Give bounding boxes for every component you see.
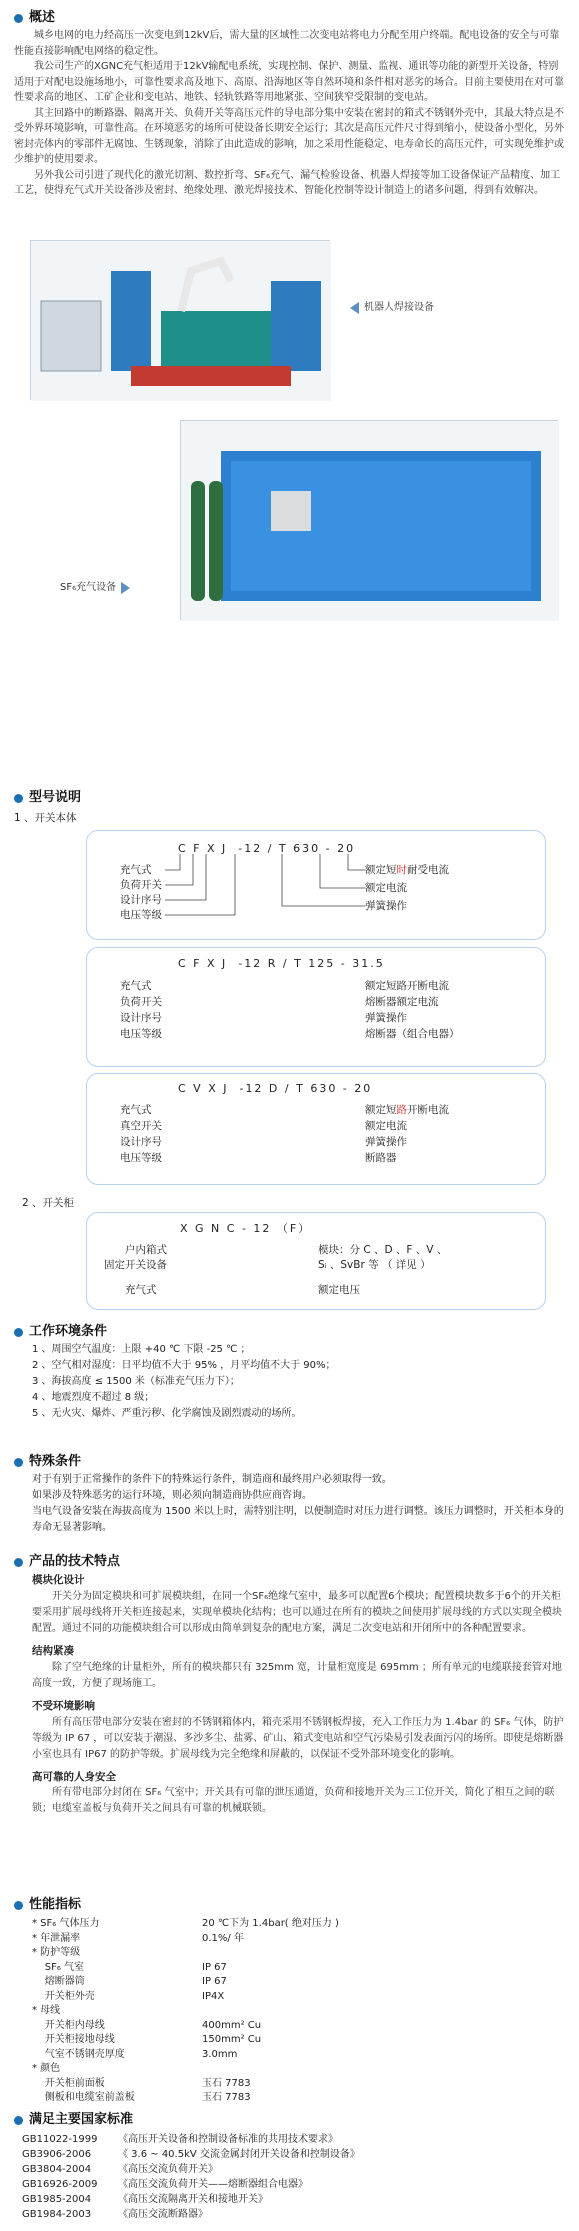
overview-paragraph: 另外我公司引进了现代化的激光切割、数控折弯、SF₆充气、漏气检验设备、机器人焊接等加工设备保证产品精度、加工工艺，使得充气式开关设备涉及密封、绝缘处理、激光焊接技术、智能化控制等设计制造上的诸多问题，得到有效解决。 bbox=[14, 169, 561, 197]
sf6-filling-photo bbox=[180, 420, 558, 620]
model-label: 设计序号 bbox=[120, 1012, 162, 1024]
triangle-pointer-icon bbox=[121, 582, 130, 594]
model-label-right: 额定短时耐受电流 bbox=[365, 864, 449, 876]
perf-title: 性能指标 bbox=[29, 1897, 82, 1912]
perf-row: 侧板和电缆室前盖板 玉石 7783 bbox=[32, 2092, 251, 2104]
model-label: 电压等级 bbox=[120, 909, 162, 921]
model-label-right: 断路器 bbox=[365, 1152, 397, 1164]
perf-row: 开关柜前面板 玉石 7783 bbox=[32, 2077, 251, 2089]
overview-paragraph: 我公司生产的XGNC充气柜适用于12kV输配电系统，实现控制、保护、测量、监视、通讯等功能的新型开关设备，特别适用于对配电设施场地小，可靠性要求高及地下、高原、沿海地区等自然环境和条件相对恶劣的场合。目前主要使用在对可靠性要求高的地区、工矿企业和变电站、地铁、轻轨铁路等用地紧张、空间狭窄受限制的变电站。 bbox=[14, 61, 564, 104]
model-title: 型号说明 bbox=[29, 790, 82, 805]
special-line: 当电气设备安装在海拔高度为 1500 米以上时，需特别注明，以便制造时对压力进行调整。该压力调整时，开关柜本身的寿命无显著影响。 bbox=[32, 1506, 564, 1534]
model-label: 充气式 bbox=[120, 864, 152, 876]
feature-text: 开关分为固定模块和可扩展模块组，在同一个SF₆绝缘气室中，最多可以配置6个模块；配置模块数多于6个的开关柜要采用扩展母线将开关柜连接起来，实现单模块化结构；也可以通过在所有的模块之间使用扩展母线的方式以实现全模块配置。通过不同的功能模块组合可以形成由简单到复杂的配电方案，满足二次变电站和开闭所中的各种配置要求。 bbox=[32, 1590, 562, 1634]
perf-row: 气室不锈钢壳厚度 3.0mm bbox=[32, 2048, 238, 2060]
env-item: 4 、地震烈度不超过 8 级； bbox=[32, 1392, 155, 1404]
env-item: 2 、空气相对湿度：日平均值不大于 95% ，月平均值不大于 90%； bbox=[32, 1360, 336, 1372]
bullet-icon bbox=[14, 14, 23, 23]
overview-title: 概述 bbox=[29, 10, 56, 25]
robot-caption-text: 机器人焊接设备 bbox=[364, 302, 434, 313]
standard-row: GB1985-2004 《高压交流隔离开关和接地开关》 bbox=[22, 2194, 268, 2206]
perf-row: * 防护等级 bbox=[32, 1947, 81, 1959]
bullet-icon bbox=[14, 1328, 23, 1337]
model-code-3: C V X J -12 D / T 630 - 20 bbox=[178, 1082, 373, 1095]
model-label: 设计序号 bbox=[120, 1136, 162, 1148]
special-line: 如果涉及特殊恶劣的运行环境，则必须向制造商协供应商咨询。 bbox=[32, 1490, 312, 1502]
robot-welding-photo bbox=[30, 240, 330, 400]
model-label: 充气式 bbox=[120, 980, 152, 992]
bullet-icon bbox=[14, 2116, 23, 2125]
model-code-1: C F X J -12 / T 630 - 20 bbox=[178, 842, 356, 855]
env-title: 工作环境条件 bbox=[29, 1324, 108, 1339]
model-label: 设计序号 bbox=[120, 894, 162, 906]
feature-subtitle: 结构紧凑 bbox=[32, 1644, 74, 1657]
model-label-right: 额定电压 bbox=[318, 1284, 360, 1296]
perf-row: 开关柜内母线 400mm² Cu bbox=[32, 2019, 262, 2031]
env-item: 3 、海拔高度 ≤ 1500 米（标准充气压力下）； bbox=[32, 1376, 240, 1388]
model-label: 电压等级 bbox=[120, 1028, 162, 1040]
robot-caption bbox=[350, 300, 434, 316]
perf-row: 开关柜接地母线 150mm² Cu bbox=[32, 2034, 262, 2046]
env-section bbox=[14, 1322, 566, 1422]
bullet-icon bbox=[14, 1901, 23, 1910]
standard-row: GB11022-1999 《高压开关设备和控制设备标准的共用技术要求》 bbox=[22, 2134, 338, 2146]
overview-paragraph: 城乡电网的电力经高压一次变电到12kV后，需大量的区域性二次变电站将电力分配至用户终端。配电设备的安全与可靠性能直接影响配电网络的稳定性。 bbox=[14, 30, 560, 57]
special-section bbox=[14, 1452, 566, 1536]
feature-text: 除了空气绝缘的计量柜外，所有的模块都只有 325mm 宽，计量柜宽度是 695mm ；所有单元的电缆联接套管对地高度一致，方便了现场施工。 bbox=[32, 1661, 562, 1689]
features-title: 产品的技术特点 bbox=[29, 1554, 121, 1569]
standard-row: GB3906-2006 《 3.6 ~ 40.5kV 交流金属封闭开关设备和控制设备》 bbox=[22, 2149, 360, 2161]
model-section-heading bbox=[14, 788, 566, 826]
sf6-caption-text: SF₆充气设备 bbox=[60, 582, 117, 593]
perf-row: * 母线 bbox=[32, 2005, 61, 2017]
model-label-right: 模块：分 C 、D 、F 、V 、 bbox=[318, 1244, 448, 1256]
model-label-right: 额定电流 bbox=[365, 882, 407, 894]
standards-section bbox=[14, 2110, 566, 2222]
model-sub1: 1 、开关本体 bbox=[14, 812, 77, 825]
special-line: 对于有别于正常操作的条件下的特殊运行条件，制造商和最终用户必须取得一致。 bbox=[32, 1474, 392, 1486]
bullet-icon bbox=[14, 1558, 23, 1567]
model-label-right: 额定电流 bbox=[365, 1120, 407, 1132]
perf-row: 熔断器筒 IP 67 bbox=[32, 1976, 227, 1988]
sf6-caption bbox=[60, 580, 130, 596]
feature-text: 所有高压带电部分安装在密封的不锈钢箱体内，箱壳采用不锈钢板焊接，充入工作压力为 1.4bar 的 SF₆ 气体，防护等级为 IP 67 ，可以安装于潮湿、多沙多尘、盐雾、矿山、箱式变电站和空气污染易引发表面污闪的场所。即使是熔断器小室也具有 IP67 的防护等级。扩展母线为完全绝缘和屏蔽的，以保证不受外部环境变化的影响。 bbox=[32, 1716, 564, 1760]
model-label-right: Sᵢ 、SvBr 等 （ 详见 ） bbox=[318, 1259, 431, 1271]
special-title: 特殊条件 bbox=[29, 1454, 82, 1469]
triangle-pointer-icon bbox=[350, 302, 359, 314]
model-label: 充气式 bbox=[125, 1284, 157, 1296]
perf-row: SF₆ 气室 IP 67 bbox=[32, 1961, 227, 1973]
model-label-right: 弹簧操作 bbox=[365, 900, 407, 912]
standard-row: GB1984-2003 《高压交流断路器》 bbox=[22, 2209, 208, 2221]
standards-title: 满足主要国家标准 bbox=[29, 2112, 134, 2127]
model-label-right: 熔断器额定电流 bbox=[365, 996, 439, 1008]
overview-heading bbox=[14, 8, 566, 28]
feature-subtitle: 高可靠的人身安全 bbox=[32, 1770, 116, 1783]
perf-row: * SF₆ 气体压力 20 ℃下为 1.4bar( 绝对压力 ) bbox=[32, 1918, 339, 1930]
model-connector-lines-1 bbox=[160, 852, 370, 922]
features-section bbox=[14, 1552, 566, 1817]
feature-subtitle: 模块化设计 bbox=[32, 1574, 85, 1587]
overview-section bbox=[14, 8, 566, 199]
model-label: 户内箱式 bbox=[125, 1244, 167, 1256]
standard-row: GB3804-2004 《高压交流负荷开关》 bbox=[22, 2164, 218, 2176]
perf-section bbox=[14, 1895, 566, 2106]
model-label-right: 弹簧操作 bbox=[365, 1136, 407, 1148]
model-label-right: 额定短路开断电流 bbox=[365, 1104, 449, 1116]
perf-row: * 年泄漏率 0.1%/ 年 bbox=[32, 1932, 244, 1944]
perf-row: 开关柜外壳 IP4X bbox=[32, 1990, 225, 2002]
model-code-4: X G N C - 12 （F） bbox=[180, 1222, 312, 1235]
perf-row: * 颜色 bbox=[32, 2063, 61, 2075]
feature-subtitle: 不受环境影响 bbox=[32, 1699, 95, 1712]
model-label: 充气式 bbox=[120, 1104, 152, 1116]
env-item: 1 、周围空气温度：上限 +40 ℃ 下限 -25 ℃ ； bbox=[32, 1344, 251, 1356]
standard-row: GB16926-2009 《高压交流负荷开关——熔断器组合电器》 bbox=[22, 2179, 308, 2191]
model-sub2: 2 、开关柜 bbox=[22, 1197, 75, 1209]
model-label: 负荷开关 bbox=[120, 996, 162, 1008]
bullet-icon bbox=[14, 1458, 23, 1467]
model-label-right: 额定短路开断电流 bbox=[365, 980, 449, 992]
feature-text: 所有带电部分封闭在 SF₆ 气室中；开关具有可靠的泄压通道，负荷和接地开关为三工位开关，简化了相互之间的联锁；电缆室盖板与负荷开关之间具有可靠的机械联锁。 bbox=[32, 1787, 555, 1815]
model-code-2: C F X J -12 R / T 125 - 31.5 bbox=[178, 957, 385, 970]
model-label: 电压等级 bbox=[120, 1152, 162, 1164]
model-label: 负荷开关 bbox=[120, 879, 162, 891]
bullet-icon bbox=[14, 794, 23, 803]
model-label-right: 熔断器（组合电器） bbox=[365, 1028, 460, 1040]
overview-paragraph: 其主回路中的断路器、隔离开关、负荷开关等高压元件的导电部分集中安装在密封的箱式不锈钢外壳中，其最大特点是不受外界环境影响，可靠性高。在环境恶劣的场所可使设备长期安全运行；其次是高压元件尺寸得到缩小，使设备小型化，另外密封壳体内的零部件无腐蚀、生锈现象，消除了由此造成的影响，加之采用性能稳定、电寿命长的高压元件，可实现免维护或少维护的使用要求。 bbox=[14, 107, 564, 166]
env-item: 5 、无火灾、爆炸、严重污秽、化学腐蚀及剧烈震动的场所。 bbox=[32, 1408, 302, 1420]
model-label-right: 弹簧操作 bbox=[365, 1012, 407, 1024]
model-label: 真空开关 bbox=[120, 1120, 162, 1132]
model-label: 固定开关设备 bbox=[104, 1259, 167, 1271]
